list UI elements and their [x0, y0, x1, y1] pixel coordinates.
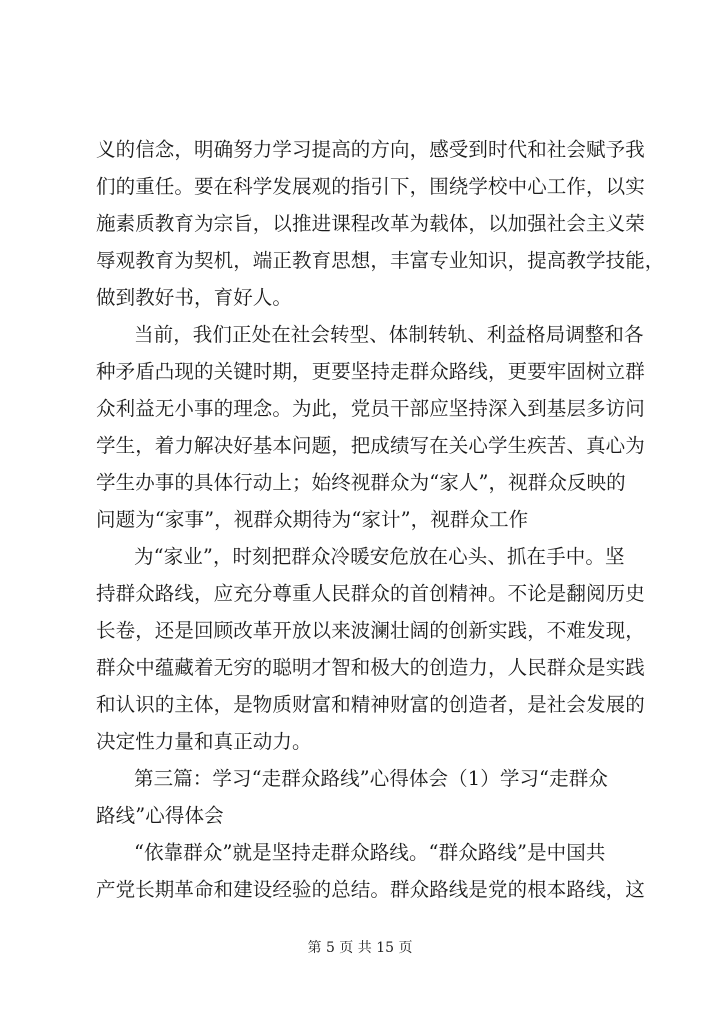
text-line: 产党长期革命和建设经验的总结。群众路线是党的根本路线，这 — [96, 878, 645, 901]
paragraph-start-line: “依靠群众”就是坚持走群众路线。“群众路线”是中国共 — [134, 841, 606, 864]
text-line: 义的信念，明确努力学习提高的方向，感受到时代和社会赋予我 — [96, 138, 645, 161]
section-heading-line: 第三篇：学习“走群众路线”心得体会（1）学习“走群众 — [134, 767, 608, 790]
text-line: 持群众路线，应充分尊重人民群众的首创精神。不论是翻阅历史 — [96, 582, 645, 605]
text-line: 群众中蕴藏着无穷的聪明才智和极大的创造力，人民群众是实践 — [96, 656, 645, 679]
text-line: 种矛盾凸现的关键时期，更要坚持走群众路线，更要牢固树立群 — [96, 360, 645, 383]
text-line: 辱观教育为契机，端正教育思想，丰富专业知识，提高教学技能， — [96, 249, 665, 272]
text-line: 施素质教育为宗旨，以推进课程改革为载体，以加强社会主义荣 — [96, 212, 645, 235]
paragraph-start-line: 当前，我们正处在社会转型、体制转轨、利益格局调整和各 — [134, 323, 644, 346]
text-line: 众利益无小事的理念。为此，党员干部应坚持深入到基层多访问 — [96, 397, 645, 420]
text-line: 问题为“家事”，视群众期待为“家计”，视群众工作 — [96, 508, 529, 531]
text-line: 做到教好书，育好人。 — [96, 286, 293, 309]
text-line: 们的重任。要在科学发展观的指引下，围绕学校中心工作，以实 — [96, 175, 645, 198]
text-line: 学生办事的具体行动上；始终视群众为“家人”，视群众反映的 — [96, 471, 626, 494]
text-line: 学生，着力解决好基本问题，把成绩写在关心学生疾苦、真心为 — [96, 434, 645, 457]
text-line: 长卷，还是回顾改革开放以来波澜壮阔的创新实践，不难发现， — [96, 619, 645, 642]
text-line: 决定性力量和真正动力。 — [96, 730, 312, 753]
paragraph-start-line: 为“家业”，时刻把群众冷暖安危放在心头、抓在手中。坚 — [134, 545, 625, 568]
section-heading-line: 路线”心得体会 — [96, 804, 224, 827]
page-number-footer: 第 5 页 共 15 页 — [307, 940, 413, 956]
text-line: 和认识的主体，是物质财富和精神财富的创造者，是社会发展的 — [96, 693, 645, 716]
